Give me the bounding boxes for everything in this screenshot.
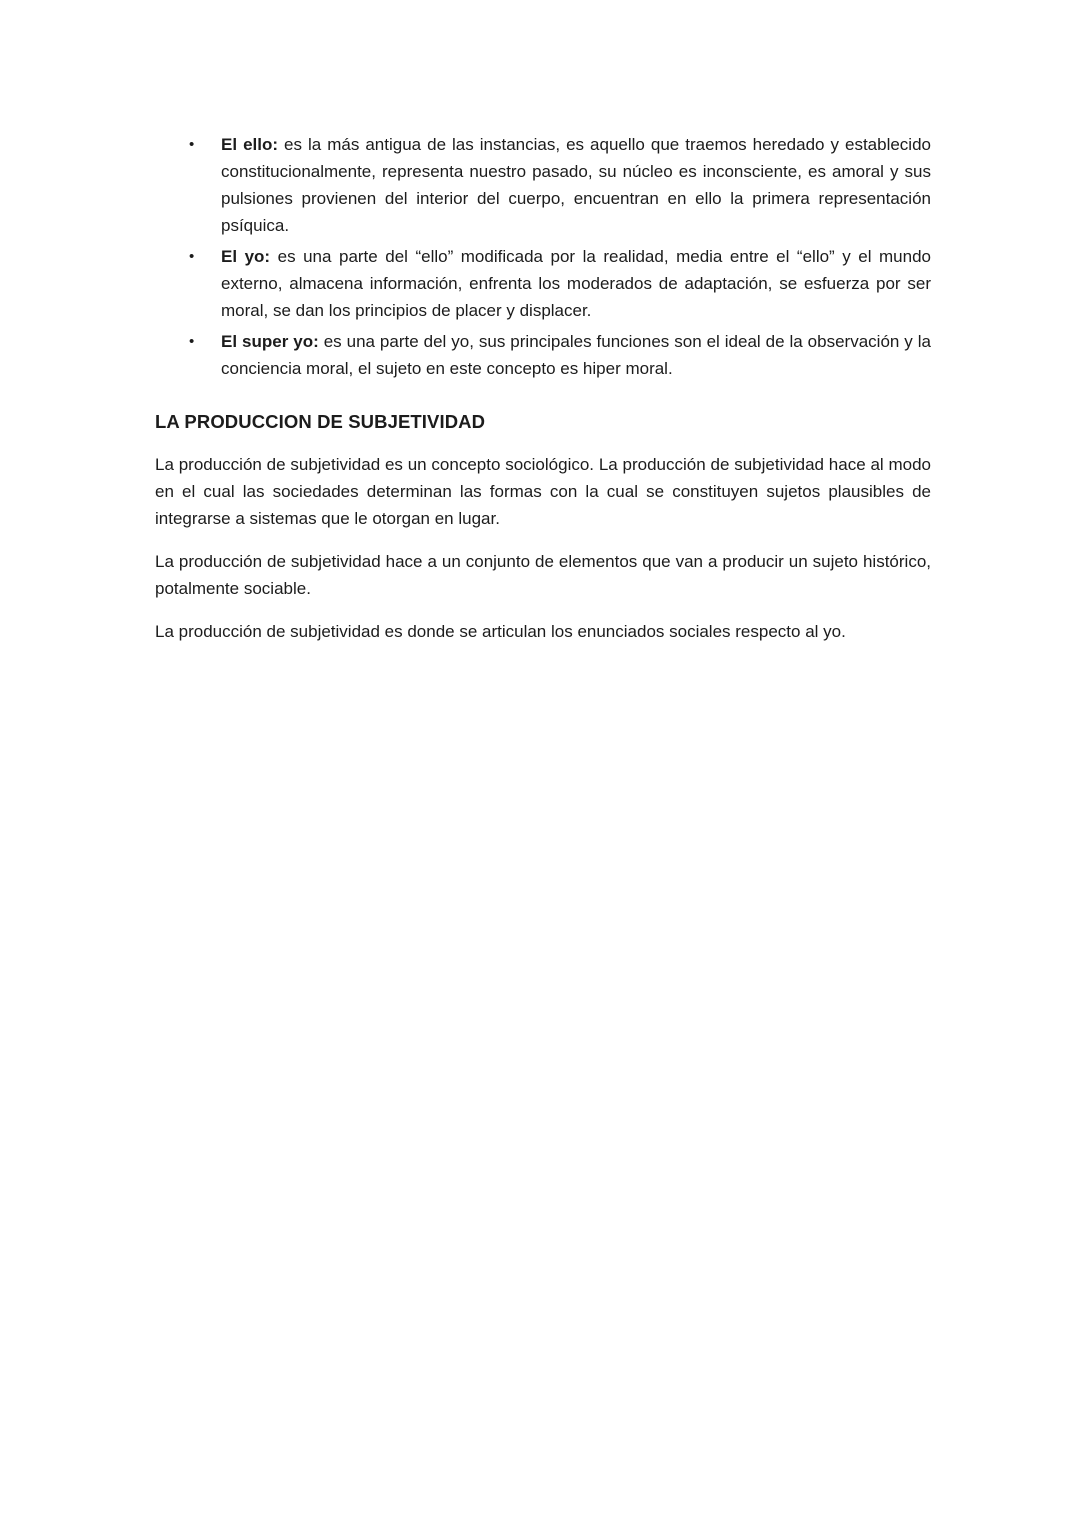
bullet-text: es una parte del “ello” modificada por la realidad, media entre el “ello” y el mundo externo, almacena información, enfrenta los moderados de adaptación, se esfuerza por ser moral, se dan los principios de placer y displacer. — [221, 247, 931, 320]
bullet-icon: • — [189, 136, 195, 153]
paragraph: La producción de subjetividad es donde se articulan los enunciados sociales respecto al yo. — [155, 622, 846, 641]
paragraph: La producción de subjetividad es un concepto sociológico. La producción de subjetividad hace al modo en el cual las sociedades determinan las formas con la cual se constituyen sujetos plausibles de integrarse a sistemas que le otorgan en lugar. — [155, 455, 931, 528]
bullet-icon: • — [189, 248, 195, 265]
list-item — [155, 243, 931, 324]
list-item — [155, 328, 931, 382]
bullet-text: es una parte del yo, sus principales funciones son el ideal de la observación y la conciencia moral, el sujeto en este concepto es hiper moral. — [221, 332, 931, 378]
bullet-icon: • — [189, 333, 195, 350]
bullet-text: es la más antigua de las instancias, es aquello que traemos heredado y establecido constitucionalmente, representa nuestro pasado, su núcleo es inconsciente, es amoral y sus pulsiones provienen del interior del cuerpo, encuentran en ello la primera representación psíquica. — [221, 135, 931, 235]
bullet-list — [155, 131, 931, 382]
paragraph: La producción de subjetividad hace a un conjunto de elementos que van a producir un sujeto histórico, potalmente sociable. — [155, 552, 931, 598]
list-item — [155, 131, 931, 239]
bullet-label: El super yo: — [221, 332, 319, 351]
section-heading: LA PRODUCCION DE SUBJETIVIDAD — [155, 411, 486, 432]
document-content — [155, 131, 931, 661]
bullet-label: El ello: — [221, 135, 279, 154]
bullet-label: El yo: — [221, 247, 271, 266]
